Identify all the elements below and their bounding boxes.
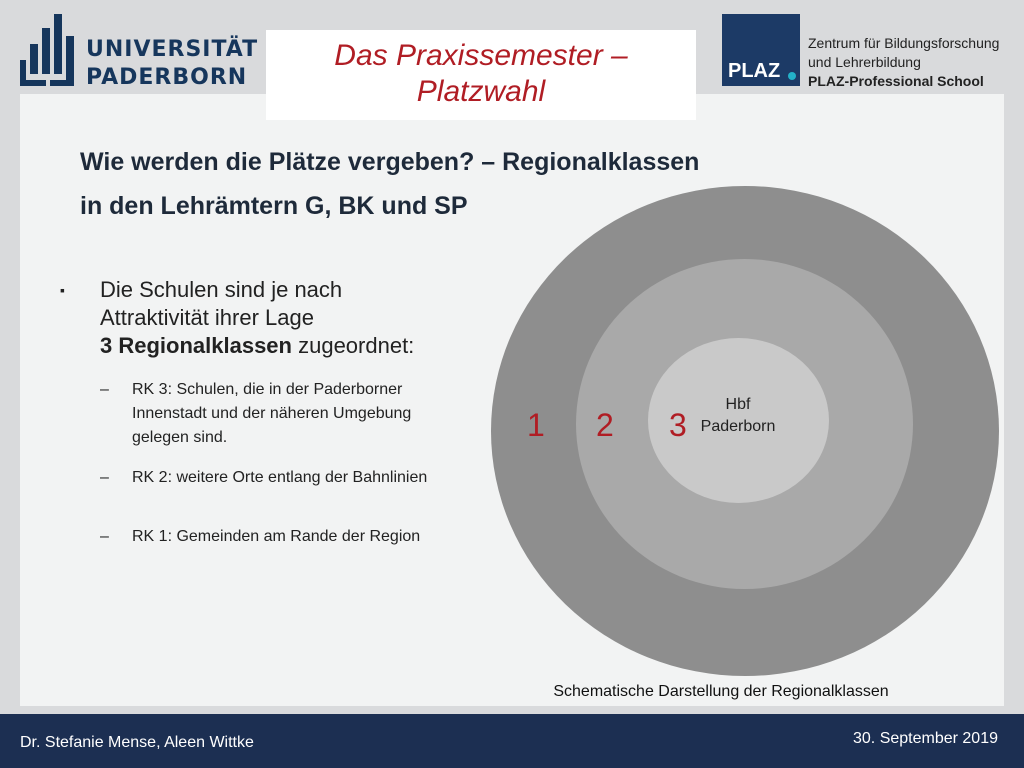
university-name [86, 36, 258, 92]
plaz-line2: und Lehrerbildung [808, 54, 921, 70]
bullet-rest-text: zugeordnet: [291, 333, 415, 358]
main-bullet [60, 276, 490, 360]
ring-label-1: 1 [527, 407, 545, 443]
center-label-line2: Paderborn [700, 418, 776, 435]
sub-item-text: RK 3: Schulen, die in der Paderborner Innenstadt und der näheren Umgebung gelegen sind. [132, 381, 412, 446]
dash-icon: – [100, 528, 109, 545]
plaz-line1: Zentrum für Bildungsforschung [808, 35, 1000, 51]
footer-date: 30. September 2019 [853, 730, 998, 747]
footer-bar [0, 714, 1024, 768]
slide-title [266, 30, 696, 120]
plaz-dot-icon [788, 72, 796, 80]
bullet-line3 [100, 332, 490, 360]
bullet-bold-text: 3 Regionalklassen [100, 333, 292, 358]
ring-label-3: 3 [669, 407, 687, 443]
university-logo [18, 14, 259, 90]
section-heading-line1: Wie werden die Plätze vergeben? – Regionalklassen [80, 148, 700, 176]
sub-item-rk1 [100, 525, 440, 549]
sub-item-rk3 [100, 378, 440, 450]
plaz-institution-name [808, 34, 999, 91]
section-heading [80, 140, 699, 228]
section-heading-line2: in den Lehrämtern G, BK und SP [80, 192, 468, 220]
university-name-line2: PADERBORN [86, 65, 248, 90]
center-label [688, 394, 788, 438]
center-label-line1: Hbf [725, 396, 751, 413]
plaz-logo-text: PLAZ [728, 60, 781, 82]
dash-icon: – [100, 381, 109, 398]
university-emblem-icon [18, 14, 78, 88]
dash-icon: – [100, 469, 109, 486]
footer-authors: Dr. Stefanie Mense, Aleen Wittke [20, 734, 254, 751]
slide-title-line1: Das Praxissemester – [334, 39, 628, 72]
bullet-square-icon: ▪ [60, 282, 65, 298]
plaz-line3: PLAZ-Professional School [808, 73, 984, 89]
sub-item-text: RK 2: weitere Orte entlang der Bahnlinien [132, 469, 428, 486]
sub-item-rk2 [100, 466, 440, 490]
plaz-logo [722, 14, 1012, 88]
ring-label-2: 2 [596, 407, 614, 443]
plaz-logo-mark [722, 14, 800, 86]
university-name-line1: UNIVERSITÄT [86, 37, 259, 62]
bullet-line2: Attraktivität ihrer Lage [100, 305, 314, 330]
bullet-line1: Die Schulen sind je nach [100, 277, 343, 302]
diagram-caption: Schematische Darstellung der Regionalklassen [553, 683, 889, 700]
sub-item-text: RK 1: Gemeinden am Rande der Region [132, 528, 421, 545]
slide-title-line2: Platzwahl [416, 75, 546, 108]
